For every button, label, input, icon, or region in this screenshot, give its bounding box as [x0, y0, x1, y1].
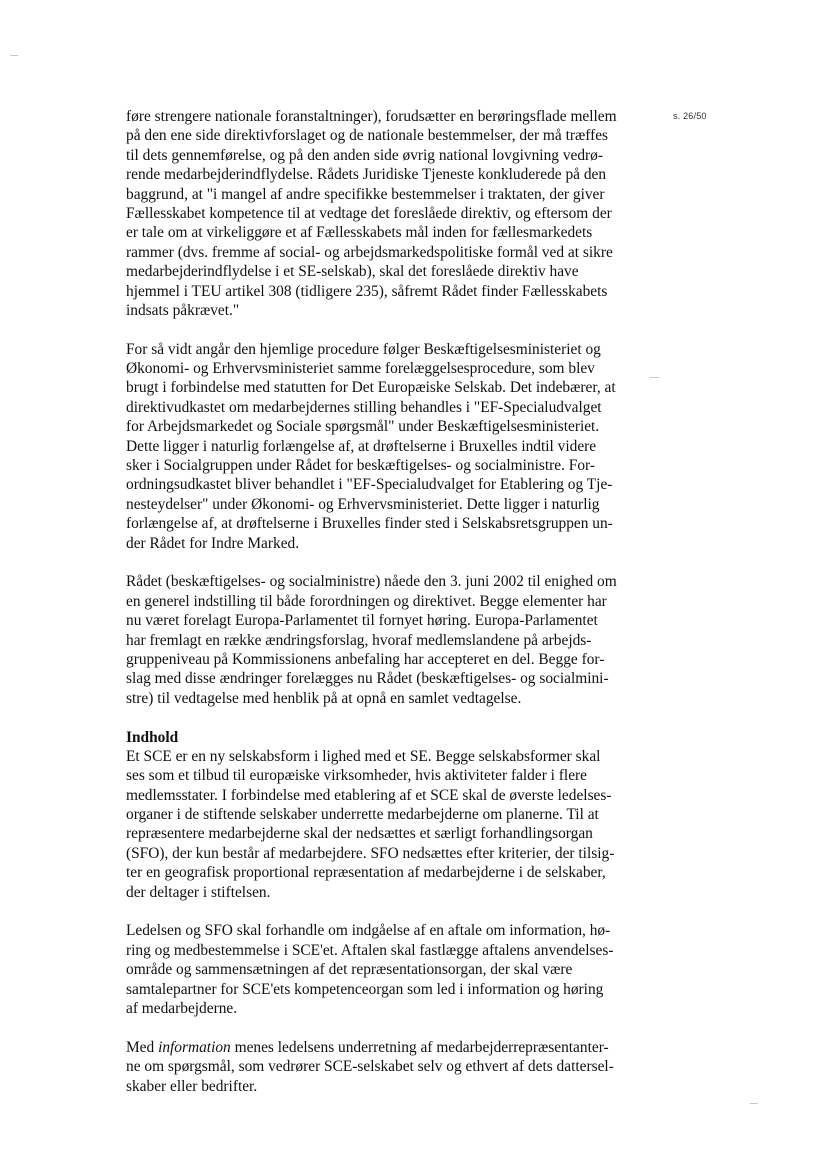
text-line: Et SCE er en ny selskabsform i lighed med et SE. Begge selskabsformer skal	[126, 747, 601, 765]
text-line: repræsentere medarbejderne skal der nedsættes et særligt forhandlingsorgan	[126, 825, 593, 843]
text-line: ter en geografisk proportional repræsentation af medarbejderne i de selskaber,	[126, 864, 606, 882]
text-line: indsats påkrævet."	[126, 301, 240, 319]
text-line: forlængelse af, at drøftelserne i Bruxelles finder sted i Selskabsretsgruppen un-	[126, 515, 613, 533]
text-line: har fremlagt en række ændringsforslag, hvoraf medlemslandene på arbejds-	[126, 631, 592, 649]
text-line: direktivudkastet om medarbejdernes stilling behandles i "EF-Specialudvalget	[126, 398, 602, 416]
text-line: der deltager i stiftelsen.	[126, 883, 271, 901]
text-line: samtalepartner for SCE'ets kompetenceorgan som led i information og høring	[126, 980, 604, 998]
text-line	[126, 1038, 636, 1057]
text-line: slag med disse ændringer forelægges nu Rådet (beskæftigelses- og socialmini-	[126, 670, 609, 688]
text-line: ses som et tilbud til europæiske virksomheder, hvis aktiviteter falder i flere	[126, 767, 587, 785]
section-heading: Indhold	[126, 728, 179, 746]
text-line: medarbejderindflydelse i et SE-selskab), skal det foreslåede direktiv have	[126, 263, 579, 281]
text-line: til dets gennemførelse, og på den anden side øvrig national lovgivning vedrø-	[126, 146, 603, 164]
text-line: organer i de stiftende selskaber underrette medarbejderne om planerne. Til at	[126, 806, 599, 824]
text-line: af medarbejderne.	[126, 999, 238, 1017]
text-line: Dette ligger i naturlig forlængelse af, at drøftelserne i Bruxelles indtil videre	[126, 437, 597, 455]
document-body	[126, 107, 636, 1096]
paragraph-gap	[126, 1018, 636, 1037]
text-line: føre strengere nationale foranstaltninger), forudsætter en berøringsflade mellem	[126, 108, 617, 125]
paragraph	[126, 572, 636, 708]
text-line: skaber eller bedrifter.	[126, 1077, 258, 1095]
text-line: nesteydelser" under Økonomi- og Erhvervsministeriet. Dette ligger i naturlig	[126, 495, 600, 513]
text-line: der Rådet for Indre Marked.	[126, 534, 300, 552]
text-line: brugt i forbindelse med statutten for Det Europæiske Selskab. Det indebærer, at	[126, 379, 616, 397]
text-line: ordningsudkastet bliver behandlet i "EF-Specialudvalget for Etablering og Tje-	[126, 476, 613, 494]
section-indhold	[126, 728, 636, 903]
paragraph	[126, 921, 636, 1018]
text-line: sker i Socialgruppen under Rådet for beskæftigelses- og socialministre. For-	[126, 457, 596, 475]
text-line: ne om spørgsmål, som vedrører SCE-selskabet selv og ethvert af dets dattersel-	[126, 1058, 614, 1076]
paragraph-gap	[126, 553, 636, 572]
paragraph	[126, 340, 636, 553]
text-line: medlemsstater. I forbindelse med etablering af et SCE skal de øverste ledelses-	[126, 786, 612, 804]
scan-mark	[750, 1103, 758, 1104]
text-line: nu været forelagt Europa-Parlamentet til fornyet høring. Europa-Parlamentet	[126, 612, 598, 630]
text-line: baggrund, at "i mangel af andre specifikke bestemmelser i traktaten, der giver	[126, 185, 605, 203]
text-line: er tale om at virkeliggøre et af Fællesskabets mål inden for fællesmarkedets	[126, 224, 593, 242]
text-line: stre) til vedtagelse med henblik på at opnå en samlet vedtagelse.	[126, 689, 522, 707]
text-line: en generel indstilling til både forordningen og direktivet. Begge elementer har	[126, 592, 607, 610]
paragraph	[126, 1038, 636, 1096]
text-line: rende medarbejderindflydelse. Rådets Juridiske Tjeneste konkluderede på den	[126, 166, 607, 184]
text-line: Økonomi- og Erhvervsministeriet samme forelæggelsesprocedure, som blev	[126, 360, 595, 378]
text-line: Rådet (beskæftigelses- og socialministre) nåede den 3. juni 2002 til enighed om	[126, 573, 617, 591]
italic-term: information	[158, 1038, 231, 1056]
text-line: ring og medbestemmelse i SCE'et. Aftalen skal fastlægge aftalens anvendelses-	[126, 941, 614, 959]
scan-mark	[650, 377, 659, 378]
paragraph	[126, 107, 636, 320]
paragraph-gap	[126, 708, 636, 727]
paragraph-gap	[126, 902, 636, 921]
text-line: rammer (dvs. fremme af social- og arbejdsmarkedspolitiske formål ved at sikre	[126, 243, 613, 261]
text-line: område og sammensætningen af det repræsentationsorgan, der skal være	[126, 961, 573, 979]
text-line: hjemmel i TEU artikel 308 (tidligere 235), såfremt Rådet finder Fællesskabets	[126, 282, 608, 300]
text-line: Fællesskabet kompetence til at vedtage det foreslåede direktiv, og eftersom der	[126, 204, 612, 222]
text-line: For så vidt angår den hjemlige procedure følger Beskæftigelsesministeriet og	[126, 340, 601, 358]
text-line: på den ene side direktivforslaget og de nationale bestemmelser, der må træffes	[126, 127, 609, 145]
text-line: gruppeniveau på Kommissionens anbefaling har accepteret en del. Begge for-	[126, 650, 605, 668]
paragraph-gap	[126, 320, 636, 339]
page-number: s. 26/50	[673, 111, 707, 121]
line-prefix: Med	[126, 1038, 159, 1056]
text-line: Ledelsen og SFO skal forhandle om indgåelse af en aftale om information, hø-	[126, 922, 611, 940]
text-line: (SFO), der kun består af medarbejdere. SFO nedsættes efter kriterier, der tilsig-	[126, 844, 615, 862]
text-line: for Arbejdsmarkedet og Sociale spørgsmål" under Beskæftigelsesministeriet.	[126, 418, 600, 436]
scan-mark	[10, 55, 18, 56]
line-suffix: menes ledelsens underretning af medarbejderrepræsentanter-	[230, 1038, 609, 1056]
